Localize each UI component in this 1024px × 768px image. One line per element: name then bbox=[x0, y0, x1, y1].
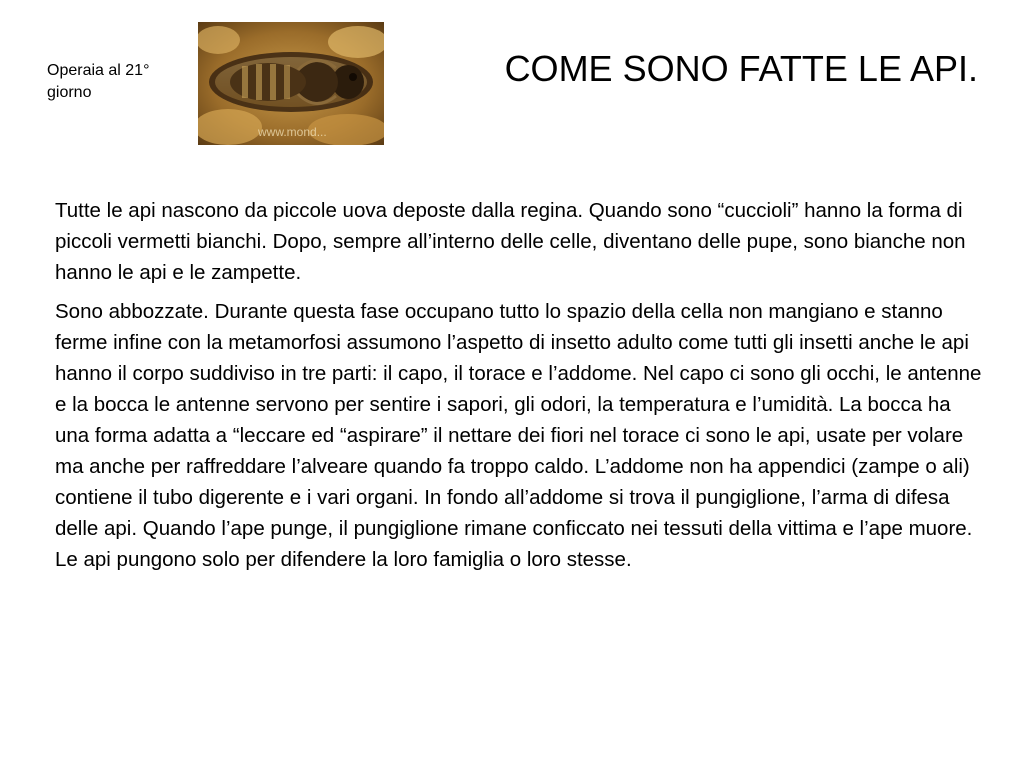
bee-pupa-photo bbox=[198, 22, 384, 145]
paragraph-2: Sono abbozzate. Durante questa fase occupano tutto lo spazio della cella non mangiano e stanno ferme infine con la metamorfosi assumono l’aspetto di insetto adulto come tutti gli insetti anche le api hanno il corpo suddiviso in tre parti: il capo, il torace e l’addome. Nel capo ci sono gli occhi, le antenne e la bocca le antenne servono per sentire i sapori, gli odori, la temperatura e l’umidità. La bocca ha una forma adatta a “leccare ed “aspirare” il nettare dei fiori nel torace ci sono le api, usate per volare ma anche per raffreddare l’alveare quando fa troppo caldo. L’addome non ha appendici (zampe o ali) contiene il tubo digerente e i vari organi. In fondo all’addome si trova il pungiglione, l’arma di difesa delle api. Quando l’ape punge, il pungiglione rimane conficcato nei tessuti della vittima e l’ape muore. Le api pungono solo per difendere la loro famiglia o loro stesse. bbox=[55, 300, 982, 571]
paragraph-1: Tutte le api nascono da piccole uova deposte dalla regina. Quando sono “cuccioli” hanno la forma di piccoli vermetti bianchi. Dopo, sempre all’interno delle celle, diventano delle pupe, sono bianche non hanno le api e le zampette. bbox=[55, 199, 966, 284]
body-text bbox=[55, 195, 985, 583]
slide-title: COME SONO FATTE LE API. bbox=[504, 48, 978, 89]
image-caption: Operaia al 21° giorno bbox=[47, 62, 150, 101]
watermark-text: www.mond... bbox=[258, 125, 327, 139]
